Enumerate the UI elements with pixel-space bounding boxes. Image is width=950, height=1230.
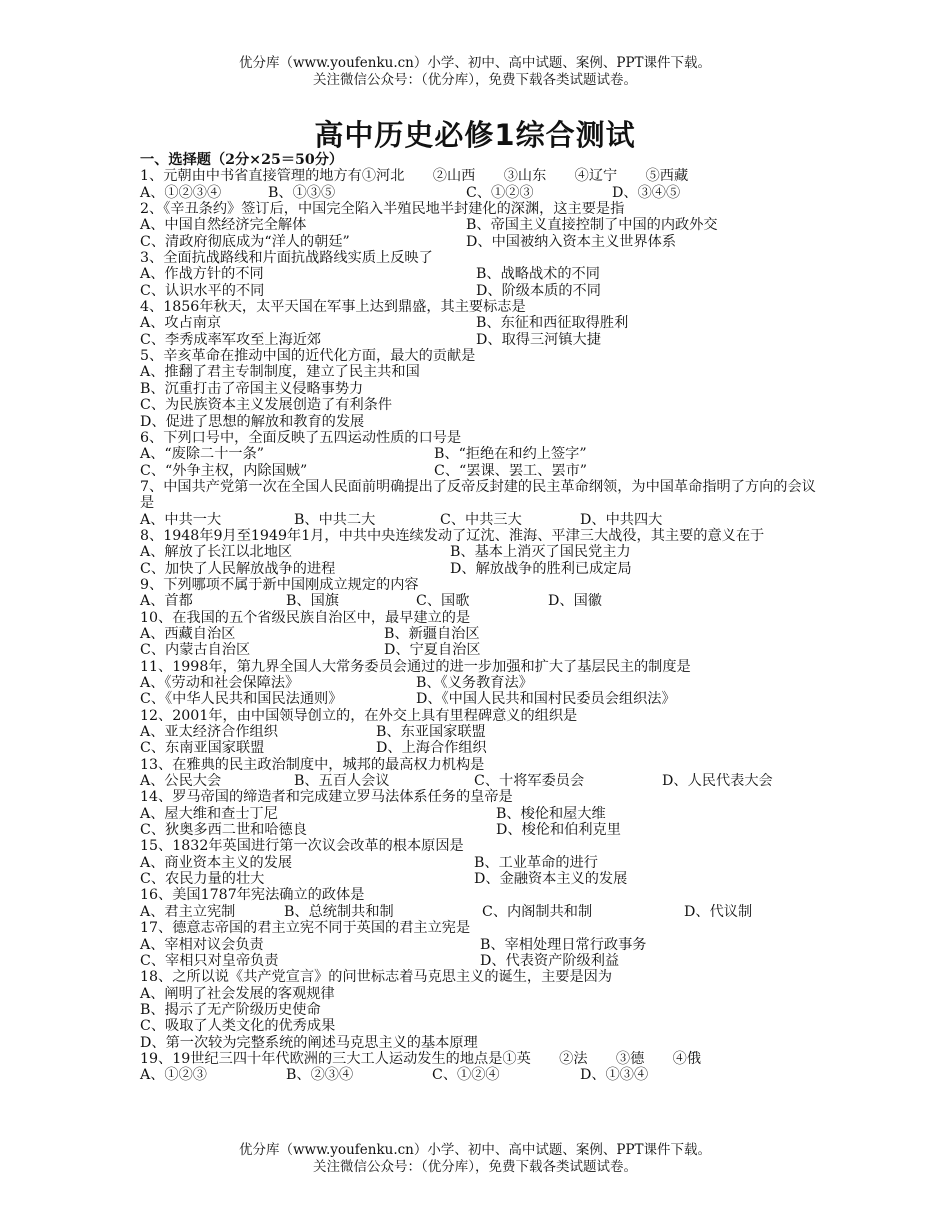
question-12-options-row [140, 724, 820, 740]
question-16-option: A、君主立宪制 [140, 903, 236, 920]
question-7-option: B、中共二大 [294, 511, 376, 528]
question-15-option: C、农民力量的壮大 [140, 871, 265, 888]
question-5-option: C、为民族资本主义发展创造了有利条件 [140, 397, 393, 414]
question-18-option: A、阐明了社会发展的客观规律 [140, 985, 335, 1002]
question-12-option: B、东亚国家联盟 [376, 724, 486, 741]
footer-line-1: 优分库（www.youfenku.cn）小学、初中、高中试题、案例、PPT课件下载。 [238, 1142, 712, 1158]
question-6-options-row [140, 463, 820, 479]
question-4-option: D、取得三河镇大捷 [476, 331, 601, 348]
question-1-stem: 1、元朝由中书省直接管理的地方有①河北 ②山西 ③山东 ④辽宁 ⑤西藏 [140, 168, 689, 185]
question-15-option: D、金融资本主义的发展 [474, 871, 628, 888]
question-11-options-row [140, 691, 820, 707]
question-12-option: C、东南亚国家联盟 [140, 740, 265, 757]
question-8-stem: 8、1948年9月至1949年1月，中共中央连续发动了辽沈、淮海、平津三大战役，其主要的意义在于 [140, 527, 765, 544]
question-12-options-row [140, 740, 820, 756]
page-title: 高中历史必修1综合测试 [314, 118, 636, 152]
question-4-option: B、东征和西征取得胜利 [476, 315, 629, 332]
question-14-options-row [140, 822, 820, 838]
question-9-option: A、首都 [140, 593, 193, 610]
question-18-option: C、吸取了人类文化的优秀成果 [140, 1018, 336, 1035]
question-16-option: C、内阁制共和制 [482, 903, 593, 920]
question-18-options-row [140, 986, 820, 1002]
question-16-options-row [140, 904, 820, 920]
question-3-option: B、战略战术的不同 [476, 266, 600, 283]
question-list [140, 152, 820, 1084]
question-18-options-row [140, 1002, 820, 1018]
question-17-options-row [140, 937, 820, 953]
question-1-option: B、①③⑤ [268, 184, 336, 201]
question-15-options-row [140, 855, 820, 871]
question-10-option: B、新疆自治区 [384, 625, 480, 642]
question-17-option: B、宰相处理日常行政事务 [480, 936, 647, 953]
question-5-option: D、促进了思想的解放和教育的发展 [140, 413, 365, 430]
question-18-stem: 18、之所以说《共产党宣言》的问世标志着马克思主义的诞生，主要是因为 [140, 969, 613, 986]
question-13-option: C、十将军委员会 [474, 773, 585, 790]
question-12-stem: 12、2001年，由中国领导创立的，在外交上具有里程碑意义的组织是 [140, 707, 578, 724]
question-9-option: C、国歌 [416, 593, 470, 610]
question-11-stem: 11、1998年，第九界全国人大常务委员会通过的进一步加强和扩大了基层民主的制度是 [140, 658, 691, 675]
question-6-option: C、“罢课、罢工、罢市” [434, 462, 588, 479]
section-heading: 一、选择题（2分×25＝50分） [140, 152, 344, 168]
question-5-stem: 5、辛亥革命在推动中国的近代化方面，最大的贡献是 [140, 348, 476, 365]
question-3-options-row [140, 266, 820, 282]
question-8-option: A、解放了长江以北地区 [140, 544, 293, 561]
question-19-stem: 19、19世纪三四十年代欧洲的三大工人运动发生的地点是①英 ②法 ③德 ④俄 [140, 1050, 702, 1067]
question-14-option: B、梭伦和屋大维 [496, 805, 606, 822]
question-6-options-row [140, 446, 820, 462]
question-7-option: D、中共四大 [580, 511, 663, 528]
question-3-option: C、认识水平的不同 [140, 282, 265, 299]
question-18-options-row [140, 1035, 820, 1051]
question-7-stem: 7、中国共产党第一次在全国人民面前明确提出了反帝反封建的民主革命纲领，为中国革命指明了方向的会议是 [140, 478, 816, 512]
question-13-option: B、五百人会议 [294, 773, 390, 790]
question-15-option: A、商业资本主义的发展 [140, 854, 293, 871]
question-8-option: D、解放战争的胜利已成定局 [450, 560, 632, 577]
question-14-stem: 14、罗马帝国的缔造者和完成建立罗马法体系任务的皇帝是 [140, 789, 513, 806]
page-footer [0, 1142, 950, 1176]
question-1-options-row [140, 185, 820, 201]
question-5-options-row [140, 381, 820, 397]
question-6-option: B、“拒绝在和约上签字” [434, 446, 587, 463]
header-line-2: 关注微信公众号：（优分库），免费下载各类试题试卷。 [313, 72, 637, 88]
question-2-option: A、中国自然经济完全解体 [140, 217, 307, 234]
question-8-option: C、加快了人民解放战争的进程 [140, 560, 336, 577]
question-10-options-row [140, 626, 820, 642]
question-11-option: D、《中国人民共和国村民委员会组织法》 [416, 691, 676, 708]
question-13-stem: 13、在雅典的民主政治制度中，城邦的最高权力机构是 [140, 756, 485, 773]
question-2-options-row [140, 234, 820, 250]
question-2-option: D、中国被纳入资本主义世界体系 [466, 233, 677, 250]
question-13-option: D、人民代表大会 [662, 773, 773, 790]
question-4-options-row [140, 315, 820, 331]
question-8-options-row [140, 544, 820, 560]
question-3-options-row [140, 283, 820, 299]
question-15-options-row [140, 871, 820, 887]
question-9-options-row [140, 593, 820, 609]
question-6-option: A、“废除二十一条” [140, 446, 265, 463]
question-12-option: A、亚太经济合作组织 [140, 724, 278, 741]
question-10-option: D、宁夏自治区 [384, 642, 481, 659]
question-19-options-row [140, 1067, 820, 1083]
question-16-option: D、代议制 [684, 903, 753, 920]
question-17-option: A、宰相对议会负责 [140, 936, 264, 953]
question-6-option: C、“外争主权，内除国贼” [140, 462, 308, 479]
question-12-option: D、上海合作组织 [376, 740, 487, 757]
question-2-option: C、清政府彻底成为“洋人的朝廷” [140, 233, 350, 250]
question-10-option: C、内蒙古自治区 [140, 642, 251, 659]
question-18-option: D、第一次较为完整系统的阐述马克思主义的基本原理 [140, 1034, 478, 1051]
question-11-option: B、《义务教育法》 [416, 675, 533, 691]
question-1-option: D、③④⑤ [612, 184, 681, 201]
question-2-options-row [140, 217, 820, 233]
question-18-option: B、揭示了无产阶级历史使命 [140, 1001, 321, 1018]
question-11-option: C、《中华人民共和国民法通则》 [140, 691, 343, 708]
question-5-options-row [140, 364, 820, 380]
question-9-option: D、国徽 [548, 593, 602, 610]
question-17-options-row [140, 953, 820, 969]
question-9-option: B、国旗 [286, 593, 339, 610]
footer-line-2: 关注微信公众号：（优分库），免费下载各类试题试卷。 [313, 1159, 637, 1175]
question-6-stem: 6、下列口号中，全面反映了五四运动性质的口号是 [140, 429, 462, 446]
question-8-option: B、基本上消灭了国民党主力 [450, 544, 631, 561]
question-2-option: B、帝国主义直接控制了中国的内政外交 [466, 217, 718, 234]
question-3-option: D、阶级本质的不同 [476, 282, 601, 299]
question-7-option: A、中共一大 [140, 511, 222, 528]
question-14-option: C、狄奥多西二世和哈德良 [140, 822, 307, 839]
question-1-option: A、①②③④ [140, 184, 222, 201]
question-5-options-row [140, 397, 820, 413]
question-10-options-row [140, 642, 820, 658]
question-3-stem: 3、全面抗战路线和片面抗战路线实质上反映了 [140, 250, 433, 267]
question-4-option: C、李秀成率军攻至上海近郊 [140, 331, 322, 348]
question-13-option: A、公民大会 [140, 773, 222, 790]
question-9-stem: 9、下列哪项不属于新中国刚成立规定的内容 [140, 576, 419, 593]
question-5-option: B、沉重打击了帝国主义侵略事势力 [140, 380, 364, 397]
question-5-option: A、推翻了君主专制制度，建立了民主共和国 [140, 364, 420, 381]
question-14-option: A、屋大维和查士丁尼 [140, 805, 278, 822]
page-header [0, 55, 950, 89]
question-2-stem: 2、《辛丑条约》签订后，中国完全陷入半殖民地半封建化的深渊，这主要是指 [140, 201, 625, 218]
question-11-options-row [140, 675, 820, 691]
question-4-stem: 4、1856年秋天，太平天国在军事上达到鼎盛，其主要标志是 [140, 299, 526, 316]
question-15-stem: 15、1832年英国进行第一次议会改革的根本原因是 [140, 838, 464, 855]
question-7-option: C、中共三大 [440, 511, 522, 528]
question-3-option: A、作战方针的不同 [140, 266, 264, 283]
question-4-option: A、攻占南京 [140, 315, 222, 332]
question-16-option: B、总统制共和制 [284, 903, 394, 920]
question-15-option: B、工业革命的进行 [474, 854, 598, 871]
question-16-stem: 16、美国1787年宪法确立的政体是 [140, 887, 365, 904]
question-18-options-row [140, 1018, 820, 1034]
question-19-option: D、①③④ [580, 1067, 649, 1084]
question-7-options-row [140, 512, 820, 528]
question-19-option: B、②③④ [286, 1067, 354, 1084]
question-4-options-row [140, 332, 820, 348]
question-10-stem: 10、在我国的五个省级民族自治区中，最早建立的是 [140, 609, 471, 626]
question-19-option: C、①②④ [432, 1067, 500, 1084]
question-11-option: A、《劳动和社会保障法》 [140, 675, 300, 691]
question-5-options-row [140, 414, 820, 430]
question-14-option: D、梭伦和伯利克里 [496, 822, 621, 839]
question-17-option: D、代表资产阶级利益 [480, 952, 620, 969]
question-13-options-row [140, 773, 820, 789]
question-8-options-row [140, 561, 820, 577]
question-19-option: A、①②③ [140, 1067, 207, 1084]
question-1-option: C、①②③ [466, 184, 534, 201]
question-17-stem: 17、德意志帝国的君主立宪不同于英国的君主立宪是 [140, 920, 471, 937]
header-line-1: 优分库（www.youfenku.cn）小学、初中、高中试题、案例、PPT课件下载。 [238, 55, 712, 71]
question-17-option: C、宰相只对皇帝负责 [140, 952, 279, 969]
question-10-option: A、西藏自治区 [140, 625, 236, 642]
question-14-options-row [140, 806, 820, 822]
